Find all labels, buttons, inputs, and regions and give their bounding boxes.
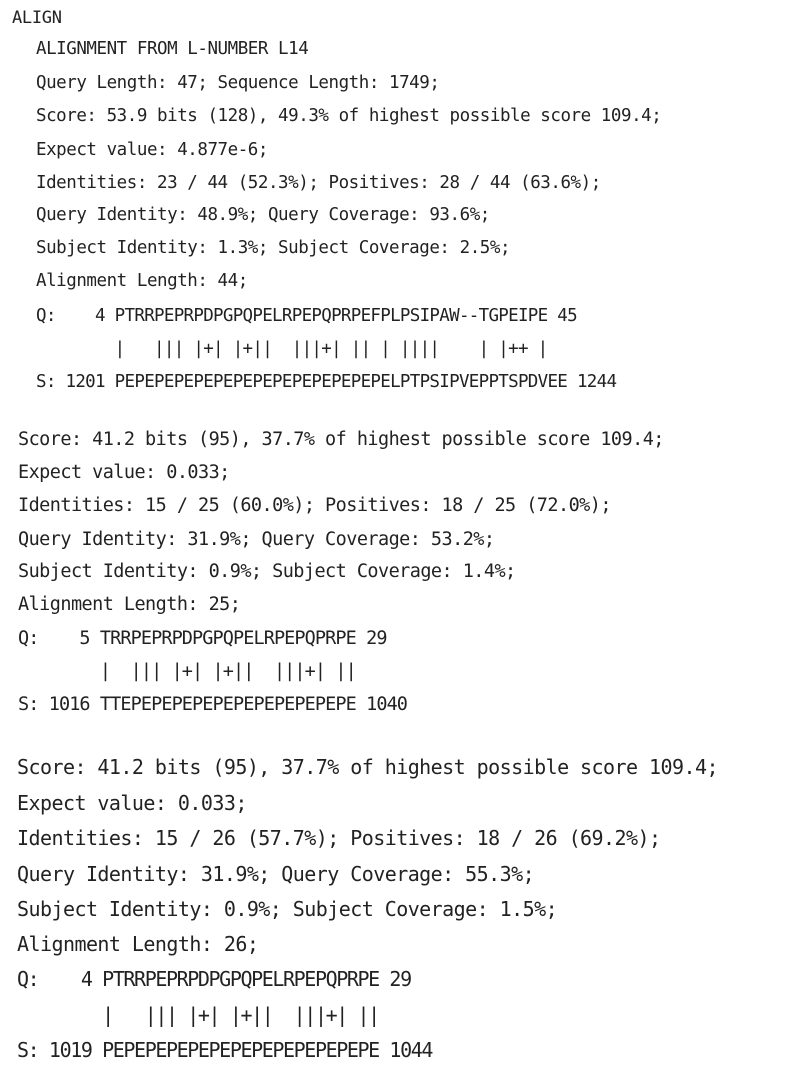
subject-identity-line: Subject Identity: 0.9%; Subject Coverage: 1.5%; [17, 897, 558, 921]
alignment-length-line: Alignment Length: 26; [17, 932, 259, 956]
score-line: Score: 41.2 bits (95), 37.7% of highest possible score 109.4; [18, 429, 664, 450]
query-sequence-line: Q: 5 TRRPEPRPDPGPQPELRPEPQPRPE 29 [18, 628, 387, 649]
query-sequence-line: Q: 4 PTRRPEPRPDPGPQPELRPEPQPRPEFPLPSIPAW--TGPEIPE 45 [36, 306, 577, 326]
subject-identity-line: Subject Identity: 0.9%; Subject Coverage: 1.4%; [18, 561, 516, 582]
alignment-length-line: Alignment Length: 25; [18, 594, 241, 615]
expect-value-line: Expect value: 0.033; [17, 791, 247, 815]
match-line: | ||| |+| |+|| |||+| || [18, 661, 356, 682]
match-line: | ||| |+| |+|| |||+| || [17, 1003, 379, 1027]
query-sequence-line: Q: 4 PTRRPEPRPDPGPQPELRPEPQPRPE 29 [17, 967, 411, 991]
identities-line: Identities: 23 / 44 (52.3%); Positives: 28 / 44 (63.6%); [36, 173, 601, 193]
query-identity-line: Query Identity: 31.9%; Query Coverage: 53.2%; [18, 529, 495, 550]
match-line: | ||| |+| |+|| |||+| || | |||| | |++ | [36, 339, 548, 359]
score-line: Score: 53.9 bits (128), 49.3% of highest possible score 109.4; [36, 106, 662, 126]
expect-value-line: Expect value: 0.033; [18, 462, 230, 483]
subject-sequence-line: S: 1201 PEPEPEPEPEPEPEPEPEPEPEPEPEPELPTPSIPVEPPTSPDVEE 1244 [36, 372, 617, 392]
score-line: Score: 41.2 bits (95), 37.7% of highest possible score 109.4; [17, 755, 718, 779]
query-identity-line: Query Identity: 31.9%; Query Coverage: 55.3%; [17, 862, 535, 886]
subject-sequence-line: S: 1019 PEPEPEPEPEPEPEPEPEPEPEPEPE 1044 [17, 1038, 432, 1062]
page-header: ALIGN [12, 8, 62, 28]
subject-sequence-line: S: 1016 TTEPEPEPEPEPEPEPEPEPEPEPE 1040 [18, 694, 408, 715]
identities-line: Identities: 15 / 26 (57.7%); Positives: 18 / 26 (69.2%); [17, 826, 661, 850]
alignment-length-line: Alignment Length: 44; [36, 271, 248, 291]
alignment-title: ALIGNMENT FROM L-NUMBER L14 [36, 39, 309, 59]
identities-line: Identities: 15 / 25 (60.0%); Positives: 18 / 25 (72.0%); [18, 495, 611, 516]
length-info: Query Length: 47; Sequence Length: 1749; [36, 73, 440, 93]
query-identity-line: Query Identity: 48.9%; Query Coverage: 93.6%; [36, 205, 490, 225]
subject-identity-line: Subject Identity: 1.3%; Subject Coverage: 2.5%; [36, 238, 511, 258]
expect-value-line: Expect value: 4.877e-6; [36, 140, 268, 160]
